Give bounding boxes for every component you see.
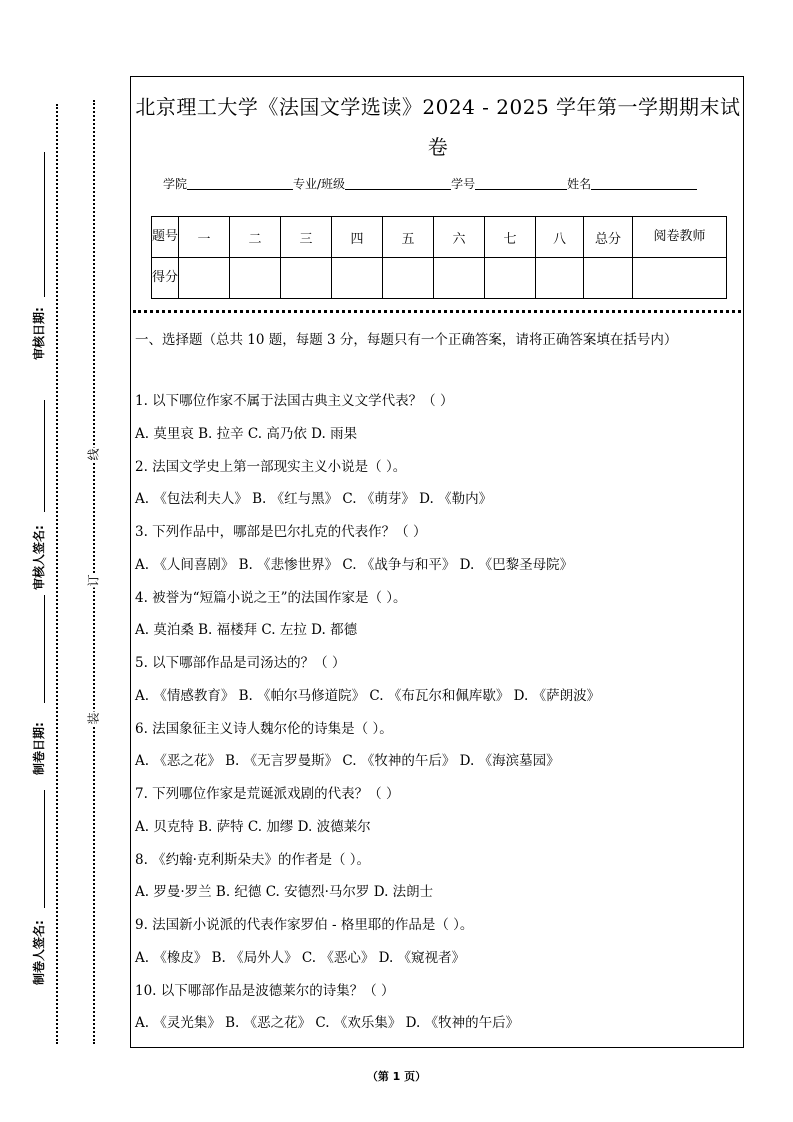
left-dotted-line — [56, 104, 58, 1044]
score-cell-7[interactable] — [485, 258, 536, 299]
field-name-blank[interactable] — [591, 177, 697, 190]
score-col-3: 三 — [281, 217, 332, 258]
field-college-label: 学院 — [163, 177, 188, 191]
score-cell-3[interactable] — [281, 258, 332, 299]
exam-title — [131, 87, 745, 167]
field-id-label: 学号 — [451, 177, 476, 191]
score-col-4: 四 — [332, 217, 383, 258]
score-col-1: 一 — [179, 217, 230, 258]
options-4: A. 莫泊桑 B. 福楼拜 C. 左拉 D. 都德 — [135, 622, 358, 638]
section-1-header: 一、选择题（总共 10 题，每题 3 分，每题只有一个正确答案，请将正确答案填在括号内） — [135, 332, 678, 348]
compile-date-label: 制卷日期: — [32, 722, 46, 775]
question-3: 3. 下列作品中，哪部是巴尔扎克的代表作？（ ） — [135, 524, 427, 540]
student-info-row — [163, 175, 697, 192]
score-head-defen: 得分 — [152, 258, 179, 299]
score-cell-5[interactable] — [383, 258, 434, 299]
binding-mark-bind: 装 — [86, 712, 101, 725]
score-cell-grader[interactable] — [633, 258, 727, 299]
question-5: 5. 以下哪部作品是司汤达的？（ ） — [135, 655, 346, 671]
field-major-blank[interactable] — [345, 177, 451, 190]
sign-line-4 — [44, 790, 45, 908]
score-cell-1[interactable] — [179, 258, 230, 299]
sign-line-2 — [44, 400, 45, 512]
binding-mark-line: 线 — [86, 448, 101, 461]
score-table-score-row — [152, 258, 727, 299]
score-cell-total[interactable] — [584, 258, 633, 299]
score-col-grader: 阅卷教师 — [633, 217, 727, 258]
page-number: （第 1 页） — [366, 1070, 427, 1083]
score-col-8: 八 — [536, 217, 584, 258]
question-7: 7. 下列哪位作家是荒诞派戏剧的代表？（ ） — [135, 786, 400, 802]
score-col-5: 五 — [383, 217, 434, 258]
score-col-total: 总分 — [584, 217, 633, 258]
score-col-7: 七 — [485, 217, 536, 258]
score-head-tihao: 题号 — [152, 217, 179, 258]
binding-mark-staple: 订 — [86, 574, 101, 587]
sign-line-1 — [44, 152, 45, 297]
question-6: 6. 法国象征主义诗人魏尔伦的诗集是（ ）。 — [135, 721, 393, 737]
score-cell-8[interactable] — [536, 258, 584, 299]
score-cell-2[interactable] — [230, 258, 281, 299]
field-name-label: 姓名 — [567, 177, 592, 191]
question-2: 2. 法国文学史上第一部现实主义小说是（ ）。 — [135, 459, 407, 475]
options-10: A. 《灵光集》 B. 《恶之花》 C. 《欢乐集》 D. 《牧神的午后》 — [135, 1015, 520, 1031]
field-major-label: 专业/班级 — [293, 177, 346, 191]
score-cell-4[interactable] — [332, 258, 383, 299]
score-table — [151, 216, 727, 299]
options-9: A. 《橡皮》 B. 《局外人》 C. 《恶心》 D. 《窥视者》 — [135, 950, 466, 966]
compiler-signature-label: 制卷人签名: — [32, 920, 46, 985]
field-id-blank[interactable] — [475, 177, 567, 190]
reviewer-signature-label: 审核人签名: — [32, 525, 46, 590]
field-college-blank[interactable] — [187, 177, 293, 190]
question-10: 10. 以下哪部作品是波德莱尔的诗集？（ ） — [135, 983, 395, 999]
options-8: A. 罗曼·罗兰 B. 纪德 C. 安德烈·马尔罗 D. 法朗士 — [135, 884, 434, 900]
exam-title-line2: 卷 — [427, 135, 449, 159]
score-col-2: 二 — [230, 217, 281, 258]
score-col-6: 六 — [434, 217, 485, 258]
question-9: 9. 法国新小说派的代表作家罗伯 - 格里耶的作品是（ ）。 — [135, 917, 474, 933]
options-1: A. 莫里哀 B. 拉辛 C. 高乃依 D. 雨果 — [135, 426, 358, 442]
exam-frame — [130, 76, 744, 1048]
sign-line-3 — [44, 595, 45, 703]
options-2: A. 《包法利夫人》 B. 《红与黑》 C. 《萌芽》 D. 《勒内》 — [135, 491, 493, 507]
question-1: 1. 以下哪位作家不属于法国古典主义文学代表？（ ） — [135, 393, 454, 409]
options-5: A. 《情感教育》 B. 《帕尔马修道院》 C. 《布瓦尔和佩库歇》 D. 《萨朗波》 — [135, 688, 601, 704]
review-date-label: 审核日期: — [32, 307, 46, 360]
exam-title-line1: 北京理工大学《法国文学选读》2024 - 2025 学年第一学期期末试 — [135, 95, 741, 119]
score-cell-6[interactable] — [434, 258, 485, 299]
right-dotted-line — [93, 100, 95, 1044]
question-4: 4. 被誉为“短篇小说之王”的法国作家是（ ）。 — [135, 590, 407, 606]
dotted-separator — [133, 310, 741, 313]
options-3: A. 《人间喜剧》 B. 《悲惨世界》 C. 《战争与和平》 D. 《巴黎圣母院》 — [135, 557, 574, 573]
score-table-header-row — [152, 217, 727, 258]
options-6: A. 《恶之花》 B. 《无言罗曼斯》 C. 《牧神的午后》 D. 《海滨墓园》 — [135, 753, 560, 769]
options-7: A. 贝克特 B. 萨特 C. 加缪 D. 波德莱尔 — [135, 819, 371, 835]
question-8: 8. 《约翰·克利斯朵夫》的作者是（ ）。 — [135, 852, 371, 868]
